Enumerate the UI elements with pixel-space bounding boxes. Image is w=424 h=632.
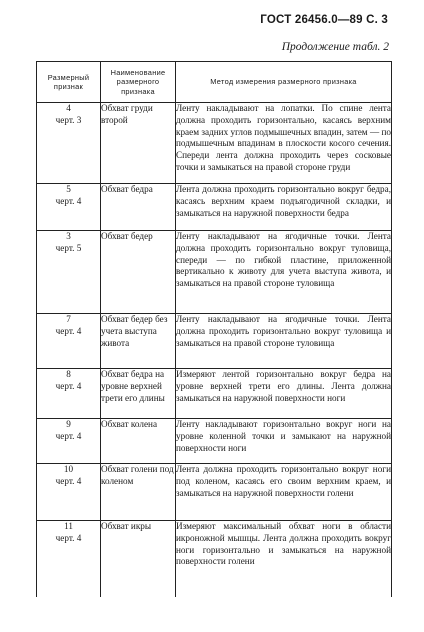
column-header-name: Наименование размерного признака (101, 62, 176, 103)
attr-figure-ref: черт. 3 (55, 114, 82, 125)
attr-number: 3 (66, 231, 71, 241)
attr-figure-ref: черт. 4 (55, 325, 82, 336)
method-cell: Ленту накладывают на ягодичные точки. Лента должна проходить горизонтально вокруг туловища, спереди — по гибкой пластине, приложенной вертикально к животу для учета выступа живота, и замыкаться на правой стороне туловища (176, 231, 392, 314)
name-cell: Обхват бедра (101, 184, 176, 231)
name-cell: Обхват бедра на уровне верхней трети его длины (101, 369, 176, 419)
column-header-attr: Размерный признак (37, 62, 101, 103)
attr-figure-ref: черт. 4 (55, 380, 82, 391)
attr-number: 10 (63, 464, 74, 474)
method-cell: Ленту накладывают на ягодичные точки. Лента должна проходить горизонтально вокруг туловища и замыкаться на правой стороне туловища (176, 314, 392, 369)
name-cell: Обхват голени под коленом (101, 464, 176, 521)
attr-cell (37, 521, 101, 598)
method-cell: Лента должна проходить горизонтально вокруг бедра, касаясь верхним краем подъягодичной складки, и замыкаться на наружной поверхности бедра (176, 184, 392, 231)
table-header-row (37, 62, 392, 103)
attr-cell (37, 184, 101, 231)
table-continuation-caption: Продолжение табл. 2 (281, 41, 389, 53)
table-row (37, 103, 392, 184)
attr-cell (37, 464, 101, 521)
attr-figure-ref: черт. 4 (55, 195, 82, 206)
table-row (37, 419, 392, 464)
method-cell: Ленту накладывают горизонтально вокруг ноги на уровне коленной точки и замыкают на наружной поверхности ноги (176, 419, 392, 464)
method-cell: Лента должна проходить горизонтально вокруг ноги под коленом, касаясь его своим верхним краем, и замыкаться на наружной поверхности голени (176, 464, 392, 521)
attr-number: 5 (66, 184, 71, 194)
name-cell: Обхват бедер (101, 231, 176, 314)
table-row (37, 521, 392, 598)
attr-number: 9 (66, 419, 71, 429)
page-header: ГОСТ 26456.0—89 С. 3 (260, 14, 388, 26)
name-cell: Обхват колена (101, 419, 176, 464)
attr-figure-ref: черт. 5 (55, 242, 82, 253)
attr-cell (37, 231, 101, 314)
name-cell: Обхват икры (101, 521, 176, 598)
table-row (37, 184, 392, 231)
method-cell: Измеряют максимальный обхват ноги в области икроножной мышцы. Лента должна проходить вокруг ноги горизонтально и замыкаться на наружной поверхности голени (176, 521, 392, 598)
table-row (37, 464, 392, 521)
attr-figure-ref: черт. 4 (55, 475, 82, 486)
method-cell: Ленту накладывают на лопатки. По спине лента должна проходить горизонтально, касаясь верхним краем задних углов подмышечных впадин, затем — по подмышечным впадинам в плоскости косого сечения. Спереди лента должна проходить через сосковые точки и замыкаться на правой стороне груди (176, 103, 392, 184)
method-cell: Измеряют лентой горизонтально вокруг бедра на уровне верхней трети его длины. Лента должна замыкаться на наружной поверхности ноги (176, 369, 392, 419)
attr-number: 11 (64, 521, 73, 531)
attr-number: 7 (66, 314, 71, 324)
attr-figure-ref: черт. 4 (55, 430, 82, 441)
name-cell: Обхват бедер без учета выступа живота (101, 314, 176, 369)
attr-number: 4 (66, 103, 71, 113)
attr-cell (37, 369, 101, 419)
table-row (37, 231, 392, 314)
name-cell: Обхват груди второй (101, 103, 176, 184)
attr-figure-ref: черт. 4 (55, 532, 82, 543)
table-row (37, 314, 392, 369)
table-row (37, 369, 392, 419)
attr-number: 8 (66, 369, 71, 379)
measurements-table (36, 61, 392, 597)
attr-cell (37, 103, 101, 184)
attr-cell (37, 419, 101, 464)
attr-cell (37, 314, 101, 369)
column-header-method: Метод измерения размерного признака (176, 62, 392, 103)
